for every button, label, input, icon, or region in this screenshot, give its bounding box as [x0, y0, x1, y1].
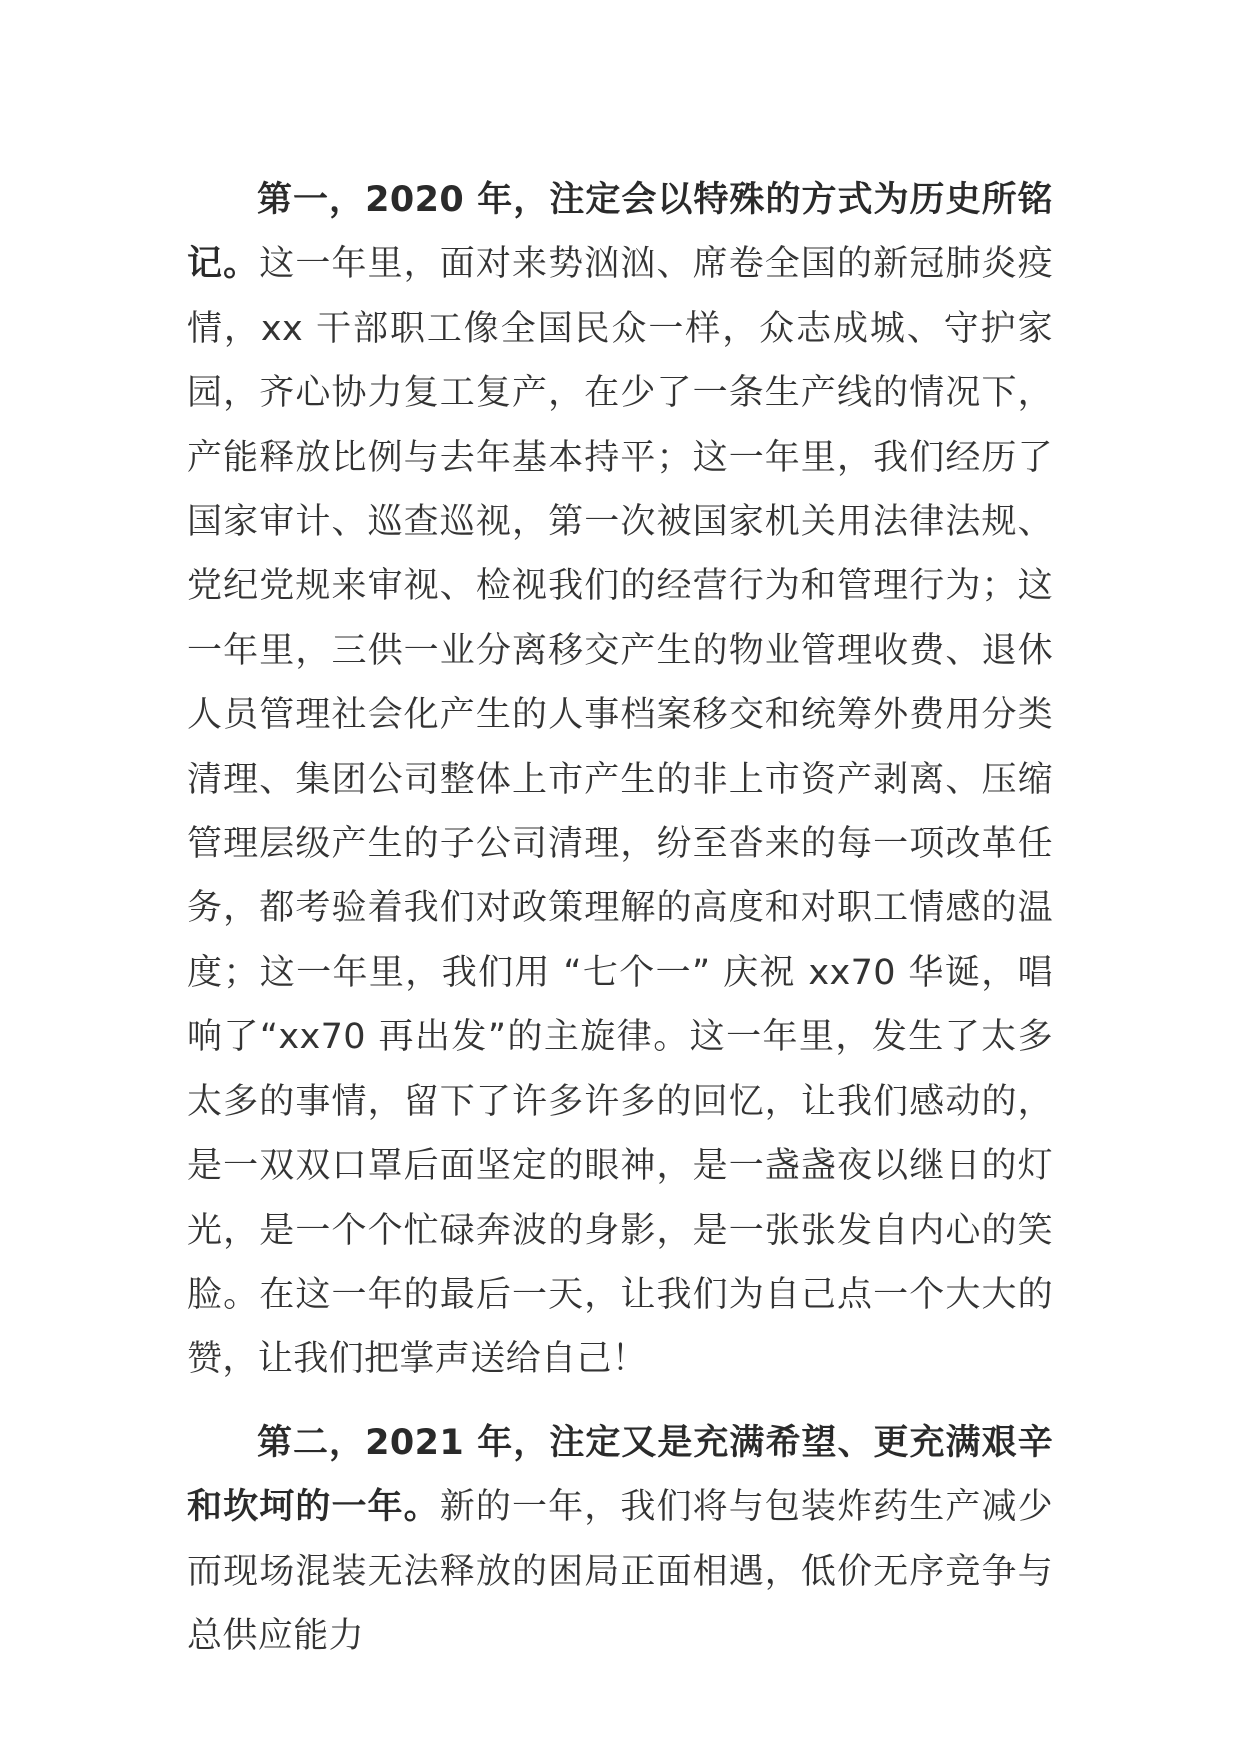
paragraph-text: 这一年里，面对来势汹汹、席卷全国的新冠肺炎疫情，xx 干部职工像全国民众一样，众志成城、守护家园，齐心协力复工复产，在少了一条生产线的情况下，产能释放比例与去年基本持平；这一年里，我们经历了国家审计、巡查巡视，第一次被国家机关用法律法规、党纪党规来审视、检视我们的经营行为和管理行为；这一年里，三供一业分离移交产生的物业管理收费、退休人员管理社会化产生的人事档案移交和统筹外费用分类清理、集团公司整体上市产生的非上市资产剥离、压缩管理层级产生的子公司清理，纷至沓来的每一项改革任务，都考验着我们对政策理解的高度和对职工情感的温度；这一年里，我们用 “七个一” 庆祝 xx70 华诞，唱响了“xx70 再出发”的主旋律。这一年里，发生了太多太多的事情，留下了许多许多的回忆，让我们感动的，是一双双口罩后面坚定的眼神，是一盏盏夜以继日的灯光，是一个个忙碌奔波的身影，是一张张发自内心的笑脸。在这一年的最后一天，让我们为自己点一个大大的赞，让我们把掌声送给自己！	[187, 244, 1053, 1380]
paragraph-first	[187, 168, 1053, 1392]
document-body	[187, 168, 1053, 1668]
paragraph-lead: 第一，2020 年，注定会以特殊的方式为历史所铭记。	[187, 180, 1053, 285]
paragraph-text: 新的一年，我们将与包装炸药生产减少而现场混装无法释放的困局正面相遇，低价无序竞争与总供应能力	[187, 1487, 1053, 1656]
paragraph-second	[187, 1411, 1053, 1669]
paragraph-lead: 第二，2021 年，注定又是充满希望、更充满艰辛和坎坷的一年。	[187, 1422, 1053, 1528]
